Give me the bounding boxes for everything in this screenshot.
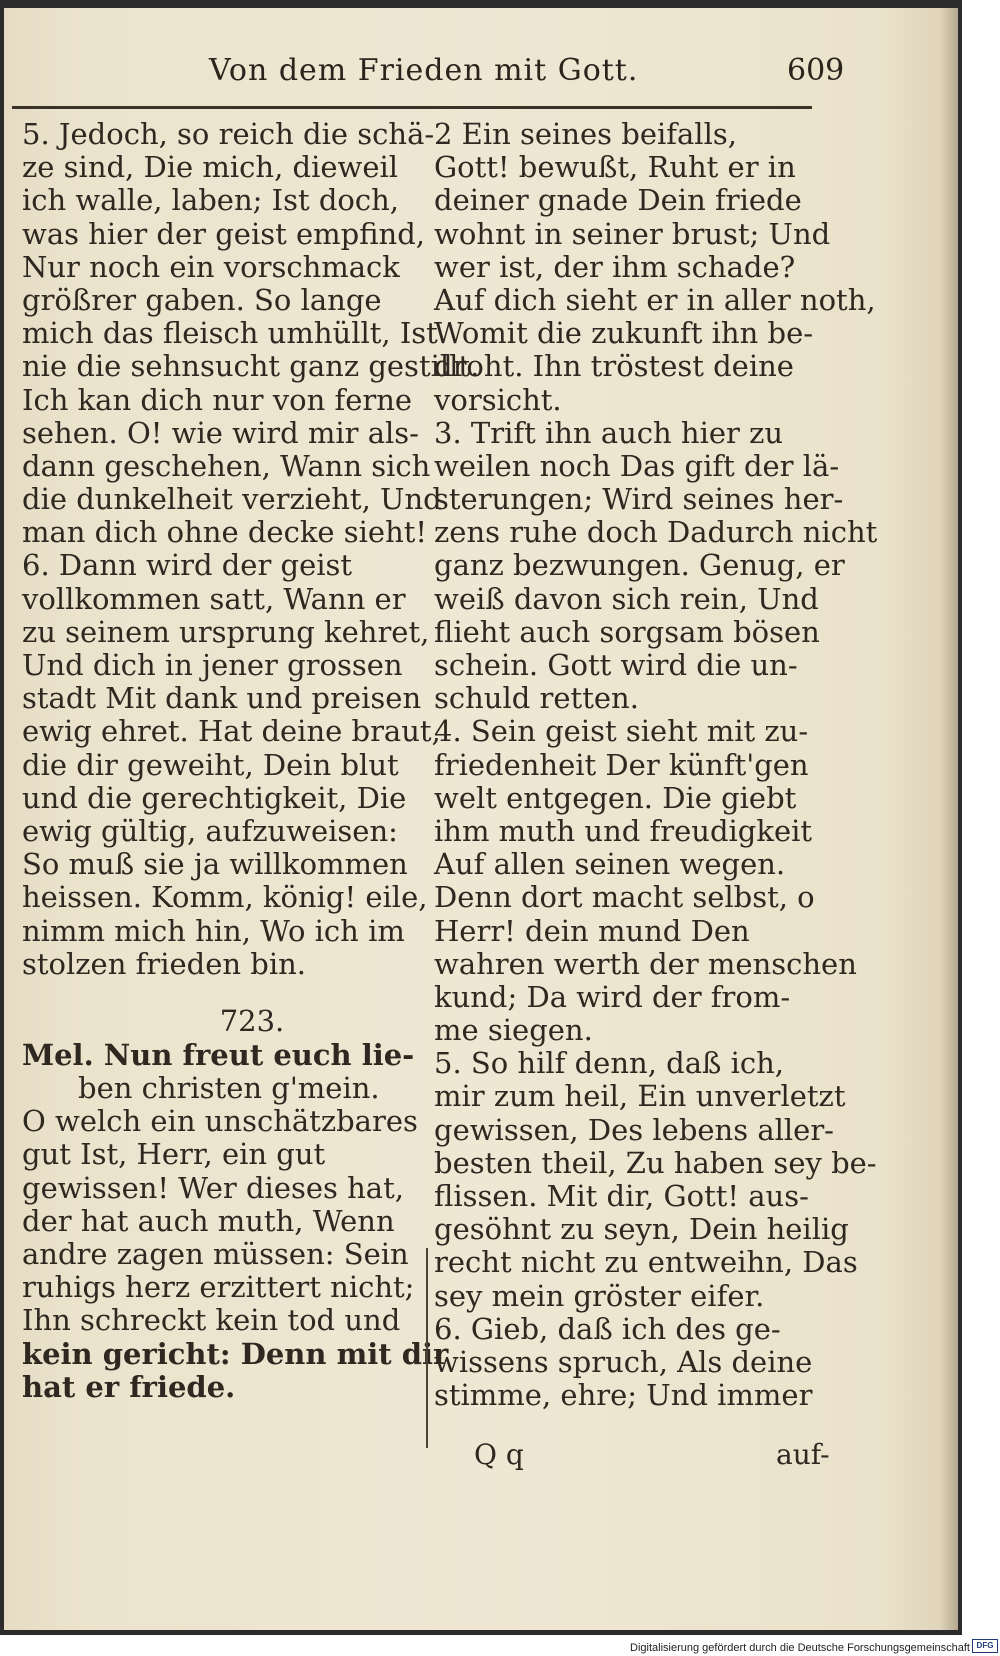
text-line: ich walle, laben; Ist doch, <box>22 183 399 218</box>
hymn-line: O welch ein unschätzbares <box>22 1104 418 1139</box>
running-title: Von dem Frieden mit Gott. <box>209 53 639 88</box>
text-line: sterungen; Wird seines her- <box>434 482 844 517</box>
text-line: wohnt in seiner brust; Und <box>434 216 831 251</box>
hymn-line: gut Ist, Herr, ein gut <box>22 1137 326 1172</box>
text-line: welt entgegen. Die giebt <box>434 780 797 815</box>
text-line: schuld retten. <box>434 681 639 716</box>
text-line: besten theil, Zu haben sey be- <box>434 1145 877 1180</box>
digitization-credit: Digitalisierung gefördert durch die Deutsche Forschungsgemeinschaft <box>630 1642 970 1654</box>
text-line: weilen noch Das gift der lä- <box>434 448 840 483</box>
text-line: flissen. Mit dir, Gott! aus- <box>434 1179 809 1213</box>
text-line: ihm muth und freudigkeit <box>434 813 813 848</box>
text-line: was hier der geist empfind, <box>22 216 425 251</box>
text-line: stolzen frieden bin. <box>22 946 306 981</box>
text-line: So muß sie ja willkommen <box>22 847 408 882</box>
text-line: weiß davon sich rein, Und <box>434 581 819 616</box>
text-line: wahren werth der menschen <box>434 946 857 981</box>
text-line: 6. Dann wird der geist <box>22 548 353 583</box>
text-line: deiner gnade Dein friede <box>434 183 802 218</box>
text-line: stimme, ehre; Und immer <box>434 1378 813 1413</box>
text-line: die dir geweiht, Dein blut <box>22 747 399 782</box>
text-line: flieht auch sorgsam bösen <box>434 614 820 649</box>
text-line: Nur noch ein vorschmack <box>22 249 400 284</box>
text-line: vorsicht. <box>434 382 562 417</box>
text-line: Ich kan dich nur von ferne <box>22 382 413 417</box>
right-column <box>434 117 878 1413</box>
text-line: Womit die zukunft ihn be- <box>434 316 814 351</box>
text-line: Auf allen seinen wegen. <box>434 847 786 882</box>
page-number: 609 <box>787 53 845 88</box>
melody-line: ben christen g'mein. <box>78 1071 380 1106</box>
text-line: recht nicht zu entweihn, Das <box>434 1245 858 1280</box>
hymn-line: ruhigs herz erzittert nicht; <box>22 1270 415 1305</box>
text-line: Und dich in jener grossen <box>22 648 403 682</box>
text-line: nie die sehnsucht ganz gestillt. <box>22 349 480 384</box>
text-line: dann geschehen, Wann sich <box>22 448 431 483</box>
hymn-number: 723. <box>219 1003 285 1038</box>
text-line: zens ruhe doch Dadurch nicht <box>434 515 878 550</box>
text-line: und die gerechtigkeit, Die <box>22 780 407 815</box>
hymn-line: kein gericht: Denn mit dir <box>22 1336 449 1371</box>
text-line: 4. Sein geist sieht mit zu- <box>434 714 809 749</box>
text-line: schein. Gott wird die un- <box>434 648 798 682</box>
header-rule <box>12 106 812 109</box>
dfg-logo: DFG <box>972 1639 998 1653</box>
text-line: 3. Trift ihn auch hier zu <box>434 415 784 450</box>
text-line: Herr! dein mund Den <box>434 913 750 948</box>
text-line: wissens spruch, Als deine <box>434 1344 813 1379</box>
text-line: sehen. O! wie wird mir als- <box>22 415 419 450</box>
text-line: wer ist, der ihm schade? <box>434 249 796 284</box>
text-line: mir zum heil, Ein unverletzt <box>434 1079 846 1114</box>
text-line: 2 Ein seines beifalls, <box>434 117 737 151</box>
book-page <box>4 8 958 1630</box>
hymn-line: gewissen! Wer dieses hat, <box>22 1170 404 1205</box>
hymn-line: Ihn schreckt kein tod und <box>22 1303 401 1338</box>
text-line: ganz bezwungen. Genug, er <box>434 548 845 583</box>
text-line: vollkommen satt, Wann er <box>22 581 406 616</box>
text-line: ewig ehret. Hat deine braut, <box>22 714 441 749</box>
melody-line: Mel. Nun freut euch lie- <box>22 1037 415 1072</box>
text-line: man dich ohne decke sieht! <box>22 515 428 550</box>
text-line: kund; Da wird der from- <box>434 979 791 1014</box>
text-line: ze sind, Die mich, dieweil <box>22 150 399 185</box>
column-divider <box>426 1248 428 1448</box>
text-line: droht. Ihn tröstest deine <box>434 349 794 384</box>
text-line: Auf dich sieht er in aller noth, <box>434 282 876 317</box>
text-line: me siegen. <box>434 1013 593 1048</box>
text-line: 5. So hilf denn, daß ich, <box>434 1046 784 1081</box>
text-line: mich das fleisch umhüllt, Ist <box>22 316 438 351</box>
text-line: gewissen, Des lebens aller- <box>434 1112 834 1147</box>
text-line: gesöhnt zu seyn, Dein heilig <box>434 1212 849 1247</box>
page-header <box>4 53 958 103</box>
text-line: ewig gültig, aufzuweisen: <box>22 813 398 848</box>
spacer <box>22 981 422 1003</box>
text-line: 5. Jedoch, so reich die schä- <box>22 117 435 151</box>
catchword: auf- <box>776 1438 830 1471</box>
text-line: friedenheit Der künft'gen <box>434 747 809 782</box>
text-line: sey mein gröster eifer. <box>434 1278 765 1313</box>
text-line: 6. Gieb, daß ich des ge- <box>434 1311 781 1346</box>
hymn-line: der hat auch muth, Wenn <box>22 1203 395 1238</box>
text-line: Gott! bewußt, Ruht er in <box>434 150 796 185</box>
text-line: größrer gaben. So lange <box>22 282 382 317</box>
text-line: nimm mich hin, Wo ich im <box>22 913 405 948</box>
hymn-line: andre zagen müssen: Sein <box>22 1237 409 1271</box>
text-line: die dunkelheit verzieht, Und <box>22 482 442 517</box>
text-line: stadt Mit dank und preisen <box>22 681 422 716</box>
text-line: zu seinem ursprung kehret, <box>22 614 430 649</box>
text-line: heissen. Komm, könig! eile, <box>22 880 428 915</box>
text-line: Denn dort macht selbst, o <box>434 880 815 915</box>
signature-mark: Q q <box>474 1438 524 1471</box>
hymn-line: hat er friede. <box>22 1369 236 1404</box>
left-column <box>22 117 480 1404</box>
